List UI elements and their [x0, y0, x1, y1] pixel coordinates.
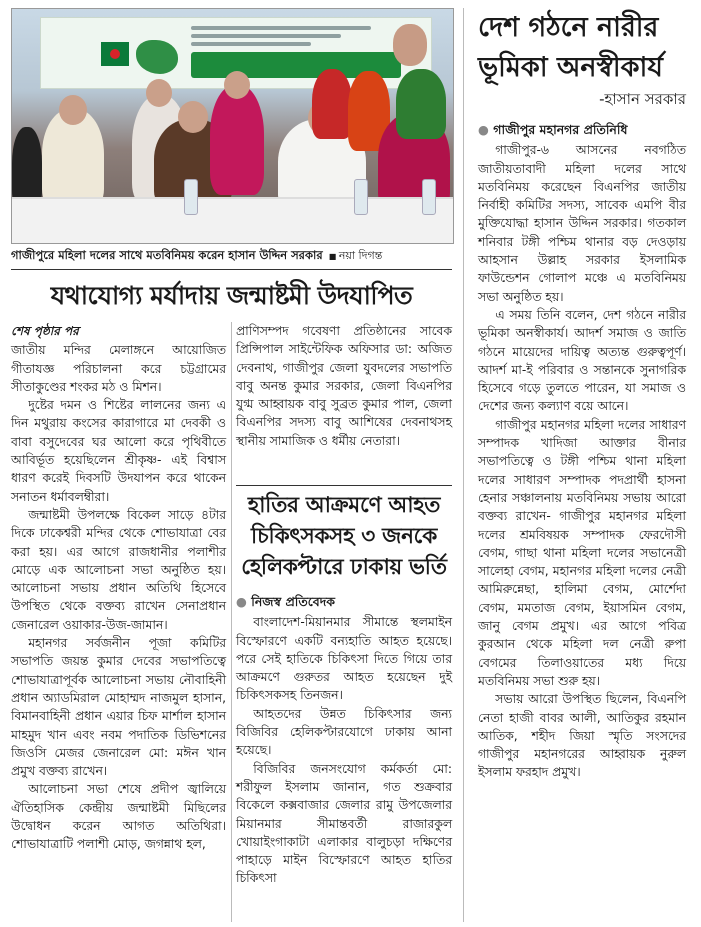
- elephant-headline: হাতির আক্রমণে আহত চিকিৎসকসহ ৩ জনকে হেলিকপ্টারে ঢাকায় ভর্তি: [241, 493, 447, 580]
- continued-kicker: শেষ পৃষ্ঠার পর: [11, 324, 79, 338]
- paragraph: জন্মাষ্টমী উপলক্ষে বিকেল সাড়ে ৪টার দিকে ঢাকেশ্বরী মন্দির থেকে শোভাযাত্রা বের করা হয়। এর আগে রাজধানীর পলাশীর মোড়ে এক আলোচনা সভা অনুষ্ঠিত হয়। আলোচনা সভায় প্রধান অতিথি হিসেবে উপস্থিত থেকে বক্তব্য রাখেন সেনাপ্রধান জেনারেল ওয়াকার-উজ-জামান।: [11, 507, 226, 632]
- map-graphic: [136, 40, 178, 74]
- janmashtami-col2: [236, 322, 452, 450]
- women-headline: দেশ গঠনে নারীর ভূমিকা অনস্বীকার্য: [478, 12, 663, 83]
- paragraph: বিজিবির জনসংযোগ কর্মকর্তা মো: শরীফুল ইসলাম জানান, গত শুক্রবার বিকেলে কক্সবাজার জেলার রামু উপজেলার মিয়ানমার সীমান্তবর্তী রাজারকুল খোয়াইংগাকাটা এলাকার বালুচড়া দক্ষিণের পাহাড়ে মাইন বিস্ফোরণে আহত হাতির চিকিৎসা: [236, 761, 452, 886]
- elephant-story: [236, 590, 452, 888]
- paragraph: প্রাণিসম্পদ গবেষণা প্রতিষ্ঠানের সাবেক প্রিন্সিপাল সাইন্টেফিক অফিসার ডা: অজিত দেবনাথ, গাজীপুর জেলা যুবদলের সভাপতি বাবু অনন্ত কুমার সরকার, জেলা বিএনপির যুগ্ম আহ্বায়ক বাবু সুব্রত কুমার পাল, জেলা বিএনপির সদস্য বাবু আশিষের দেবনাথসহ স্থানীয় সামাজিক ও ধর্মীয় নেতারা।: [236, 324, 452, 448]
- head-table: [12, 197, 453, 244]
- photo-caption: [11, 245, 452, 267]
- divider: [236, 485, 452, 486]
- flag-graphic: [101, 42, 129, 66]
- paragraph: গাজীপুর-৬ আসনের নবগঠিত জাতীয়তাবাদী মহিলা দলের সাথে মতবিনিময় করেছেন বিএনপির জাতীয় নির্বাহী কমিটির সদস্য, সাবেক এমপি বীর মুক্তিযোদ্ধা হাসান উদ্দিন সরকার। গতকাল শনিবার টঙ্গী পশ্চিম থানার বড় দেওড়ায় আহসান উল্লাহ সরকার ইসলামিক ফাউন্ডেশন গোলাপ মঞ্চে এ মতবিনিময় সভা অনুষ্ঠিত হয়।: [478, 143, 686, 304]
- women-byline: ● গাজীপুর মহানগর প্রতিনিধি: [478, 121, 686, 139]
- elephant-byline: ● নিজস্ব প্রতিবেদক: [236, 593, 452, 611]
- photo-credit: ■ নয়া দিগন্ত: [329, 247, 383, 266]
- main-headline: যথাযোগ্য মর্যাদায় জন্মাষ্টমী উদযাপিত: [50, 281, 413, 310]
- column-divider: [231, 322, 232, 922]
- janmashtami-col1: [11, 322, 226, 854]
- column-divider: [463, 8, 464, 922]
- caption-text: গাজীপুরে মহিলা দলের সাথে মতবিনিময় করেন হাসান উদ্দিন সরকার: [11, 247, 323, 262]
- women-story: [478, 118, 686, 782]
- news-photo: [11, 8, 454, 244]
- women-speaker: -হাসান সরকার: [599, 90, 686, 108]
- paragraph: সভায় আরো উপস্থিত ছিলেন, বিএনপি নেতা হাজী বাবর আলী, আতিকুর রহমান আতিক, শহীদ জিয়া স্মৃতি সংসদের গাজীপুর মহানগরের আহ্বায়ক নুরুল ইসলাম ফরহাদ প্রমুখ।: [478, 692, 686, 780]
- paragraph: বাংলাদেশ-মিয়ানমার সীমান্তে স্থলমাইন বিস্ফোরণে একটি বন্যহাতি আহত হয়েছে। পরে সেই হাতিকে চিকিৎসা দিতে গিয়ে তার আক্রমণে গুরুতর আহত হয়েছেন দুই চিকিৎসকসহ তিনজন।: [236, 615, 452, 703]
- paragraph: দুষ্টের দমন ও শিষ্টের লালনের জন্য এ দিন মথুরায় কংসের কারাগারে মা দেবকী ও বাবা বসুদেবের ঘর আলো করে পৃথিবীতে আবির্ভূত হয়েছিলেন শ্রীকৃষ্ণ- এই বিশ্বাস ধারণ করেই দিবসটি উদযাপন করে থাকেন সনাতন ধর্মাবলম্বীরা।: [11, 398, 226, 504]
- divider: [11, 269, 452, 270]
- women-headline-block: [478, 8, 686, 110]
- paragraph: মহানগর সর্বজনীন পূজা কমিটির সভাপতি জয়ন্ত কুমার দেবের সভাপতিত্বে শোভাযাত্রাপূর্বক আলোচনা সভায় নৌবাহিনী প্রধান অ্যাডমিরাল মোহাম্মদ নাজমুল হাসান, বিমানবাহিনী প্রধান এয়ার চিফ মার্শাল হাসান মাহমুদ খান এবং নবম পদাতিক ডিভিশনের জিওসি মেজর জেনারেল মো: মঈন খান প্রমুখ বক্তব্য রাখেন।: [11, 636, 226, 779]
- paragraph: আলোচনা সভা শেষে প্রদীপ জ্বালিয়ে ঐতিহাসিক কেন্দ্রীয় জন্মাষ্টমী মিছিলের উদ্বোধন করেন আগত অতিথিরা। শোভাযাত্রাটি পলাশী মোড়, জগন্নাথ হল,: [11, 782, 226, 852]
- paragraph: এ সময় তিনি বলেন, দেশ গঠনে নারীর ভূমিকা অনস্বীকার্য। আদর্শ সমাজ ও জাতি গঠনে মায়েদের দায়িত্ব অত্যন্ত গুরুত্বপূর্ণ। আদর্শ মা-ই পরিবার ও সন্তানকে সুনাগরিক হিসেবে গড়ে তুলতে পারেন, যা সমাজ ও দেশের জন্য কল্যাণ বয়ে আনে।: [478, 307, 686, 414]
- paragraph: আহতদের উন্নত চিকিৎসার জন্য বিজিবির হেলিকপ্টারযোগে ঢাকায় আনা হয়েছে।: [236, 706, 452, 758]
- paragraph: জাতীয় মন্দির মেলাঙ্গনে আয়োজিত গীতাযজ্ঞ পরিচালনা করে চট্টগ্রামের সীতাকুণ্ডের শংকর মঠ ও মিশন।: [11, 343, 226, 394]
- paragraph: গাজীপুর মহানগর মহিলা দলের সাধারণ সম্পাদক খাদিজা আক্তার বীনার সভাপতিত্বে ও টঙ্গী পশ্চিম থানা মহিলা দলের সাধারণ সম্পাদক পদপ্রার্থী হাসনা হেনার সঞ্চালনায় মতবিনিময় সভায় আরো বক্তব্য রাখেন- গাজীপুর মহানগর মহিলা দলের শ্রমবিষয়ক সম্পাদক ফেরদৌসী বেগম, গাছা থানা মহিলা দলের সভানেত্রী সালেহা বেগম, মহানগর মহিলা দলের নেত্রী আমিরুন্নেছা, হালিমা বেগম, মোর্শেদা বেগম, মমতাজ বেগম, ইয়াসমিন বেগম, জানু বেগম প্রমুখ। এর আগে পবিত্র কুরআন থেকে মহিলা দল নেত্রী রুপা বেগমের তিলাওয়াতের মধ্য দিয়ে মতবিনিময় সভা শুরু হয়।: [478, 417, 686, 688]
- banner-portrait: [393, 24, 427, 66]
